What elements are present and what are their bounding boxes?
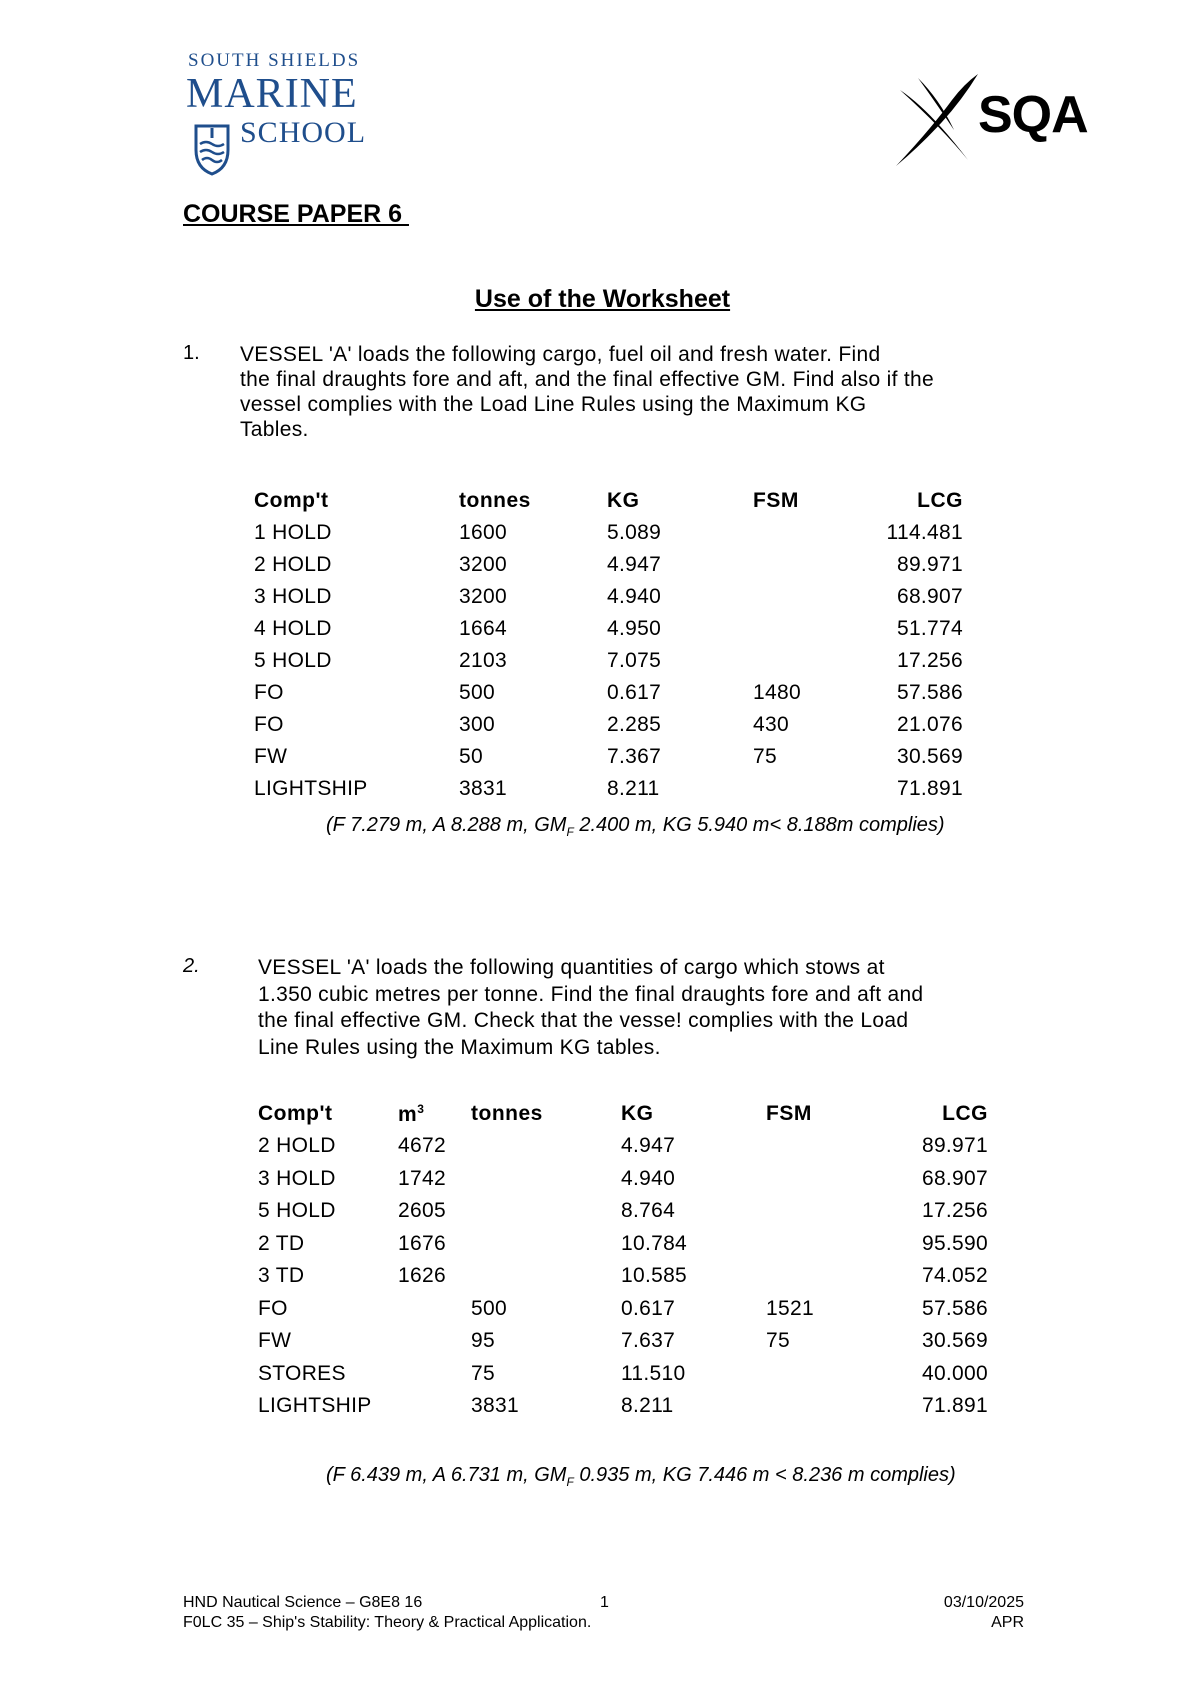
q1-cell: 1480 <box>753 681 801 704</box>
q2-cell: 8.764 <box>621 1199 676 1223</box>
q2-table-row <box>258 1130 988 1163</box>
q1-cell: 3200 <box>459 553 507 576</box>
q2-cell: 1742 <box>398 1166 446 1190</box>
q1-cell: 8.211 <box>607 777 660 800</box>
q2-cell: 30.569 <box>921 1329 988 1353</box>
q1-cell: 114.481 <box>886 521 963 544</box>
q2-cell: 3 TD <box>258 1264 305 1288</box>
q1-cell: 300 <box>459 713 495 736</box>
q2-header-m-sup: 3 <box>417 1101 425 1116</box>
q1-cell: 5.089 <box>607 521 662 544</box>
q2-cell: 40.000 <box>921 1361 988 1385</box>
q1-cell: 2 HOLD <box>254 553 332 576</box>
q2-cell: STORES <box>258 1361 346 1385</box>
q1-cell: 51.774 <box>896 617 963 640</box>
q1-cell: 7.075 <box>607 649 662 672</box>
q1-table-row <box>254 581 963 613</box>
q1-cell: 50 <box>459 745 483 768</box>
q1-line: the final draughts fore and aft, and the final effective GM. Find also if the <box>240 368 934 391</box>
q2-cell <box>471 1163 621 1196</box>
q2-table-row <box>258 1260 988 1293</box>
q1-cell: 68.907 <box>896 585 963 608</box>
q2-header-kg: KG <box>621 1102 654 1125</box>
q2-cell <box>766 1260 896 1293</box>
q2-cell <box>471 1195 621 1228</box>
q2-cell <box>766 1358 896 1391</box>
footer-unit-title: F0LC 35 – Ship's Stability: Theory & Practical Application. <box>183 1614 592 1631</box>
q1-answer <box>326 814 945 839</box>
q2-cell: 17.256 <box>921 1199 988 1223</box>
q2-cell: 7.637 <box>621 1329 676 1353</box>
q2-cell: 5 HOLD <box>258 1199 336 1223</box>
q2-cell <box>398 1390 471 1423</box>
q1-header-kg: KG <box>607 489 640 512</box>
q2-header-compt: Comp't <box>258 1102 333 1125</box>
q2-cell: 3 HOLD <box>258 1166 336 1190</box>
q2-header-fsm: FSM <box>766 1102 812 1125</box>
q1-line: Tables. <box>240 418 309 441</box>
q2-cell: 4.940 <box>621 1166 676 1190</box>
q2-line: Line Rules using the Maximum KG tables. <box>258 1035 661 1059</box>
q2-header-m3 <box>398 1098 471 1130</box>
q2-cell <box>398 1358 471 1391</box>
q1-cell <box>753 517 883 549</box>
q2-header-m: m <box>398 1102 418 1126</box>
footer-page-number: 1 <box>600 1594 609 1611</box>
footer-course-code: HND Nautical Science – G8E8 16 <box>183 1594 423 1611</box>
q1-cell: 1664 <box>459 617 507 640</box>
q1-cell: 4.940 <box>607 585 662 608</box>
q1-header-tonnes: tonnes <box>459 489 531 512</box>
q1-cell: 7.367 <box>607 745 662 768</box>
q2-cell: 95.590 <box>921 1231 988 1255</box>
q1-cell: 5 HOLD <box>254 649 332 672</box>
q1-cell: 4 HOLD <box>254 617 332 640</box>
q1-text <box>240 342 1120 442</box>
q1-cell: 0.617 <box>607 681 662 704</box>
q2-cell <box>766 1163 896 1196</box>
q2-table-row <box>258 1195 988 1228</box>
q2-answer-text2: 0.935 m, KG 7.446 m < 8.236 m complies) <box>573 1464 956 1486</box>
q1-cell: 71.891 <box>896 777 963 800</box>
saltire-icon <box>890 70 990 170</box>
q1-cell: LIGHTSHIP <box>254 777 368 800</box>
q1-cell: 75 <box>753 745 777 768</box>
q1-answer-text: (F 7.279 m, A 8.288 m, GM <box>326 814 567 836</box>
q1-cell: 2.285 <box>607 713 662 736</box>
q2-header-lcg: LCG <box>942 1102 988 1125</box>
q2-cell: 89.971 <box>921 1134 988 1158</box>
q2-cell: 0.617 <box>621 1296 676 1320</box>
q1-cell <box>753 549 883 581</box>
q2-cell: 57.586 <box>921 1296 988 1320</box>
q2-cell <box>471 1228 621 1261</box>
q2-cell <box>766 1390 896 1423</box>
q1-cell <box>753 773 883 805</box>
q2-cell: 2 TD <box>258 1231 305 1255</box>
q2-cell: LIGHTSHIP <box>258 1394 372 1418</box>
q1-cell: FO <box>254 713 284 736</box>
q2-cell <box>398 1325 471 1358</box>
q2-table <box>258 1098 988 1423</box>
q1-header-row <box>254 485 963 517</box>
q2-cell <box>766 1195 896 1228</box>
q2-cell <box>766 1130 896 1163</box>
q2-line: 1.350 cubic metres per tonne. Find the final draughts fore and aft and <box>258 982 924 1006</box>
q1-cell: 3831 <box>459 777 507 800</box>
q2-cell: 500 <box>471 1296 507 1320</box>
q2-number: 2. <box>183 955 200 977</box>
q2-cell: 4672 <box>398 1134 446 1158</box>
q1-cell <box>753 645 883 677</box>
q2-cell: 75 <box>471 1361 495 1385</box>
q1-cell: 21.076 <box>896 713 963 736</box>
q1-cell: 17.256 <box>896 649 963 672</box>
q2-cell: 8.211 <box>621 1394 674 1418</box>
q2-cell: 2605 <box>398 1199 446 1223</box>
footer-date: 03/10/2025 <box>943 1594 1024 1611</box>
q1-line: vessel complies with the Load Line Rules using the Maximum KG <box>240 393 867 416</box>
q2-cell: 1521 <box>766 1296 814 1320</box>
q1-table-row <box>254 677 963 709</box>
q2-cell: 75 <box>766 1329 790 1353</box>
q2-answer <box>326 1464 956 1489</box>
q2-cell: 74.052 <box>921 1264 988 1288</box>
q2-answer-sub: F <box>566 1475 574 1489</box>
q2-table-row <box>258 1293 988 1326</box>
q1-header-compt: Comp't <box>254 489 329 512</box>
footer-apr: APR <box>991 1614 1024 1631</box>
q2-cell <box>471 1260 621 1293</box>
q1-cell: 89.971 <box>896 553 963 576</box>
q1-answer-text2: 2.400 m, KG 5.940 m< 8.188m complies) <box>573 814 945 836</box>
logo-line2: MARINE <box>186 71 358 117</box>
logo-line3: SCHOOL <box>240 116 367 149</box>
q1-cell <box>753 581 883 613</box>
q2-table-row <box>258 1163 988 1196</box>
q2-answer-text: (F 6.439 m, A 6.731 m, GM <box>326 1464 567 1486</box>
course-title: COURSE PAPER 6 <box>183 200 409 228</box>
q2-cell <box>471 1130 621 1163</box>
q2-cell: 10.784 <box>621 1231 688 1255</box>
q2-line: VESSEL 'A' loads the following quantities of cargo which stows at <box>258 956 885 979</box>
q1-table <box>254 485 963 805</box>
q2-cell: 10.585 <box>621 1264 688 1288</box>
q2-cell: 71.891 <box>921 1394 988 1418</box>
q1-line: VESSEL 'A' loads the following cargo, fuel oil and fresh water. Find <box>240 343 881 366</box>
q1-number: 1. <box>183 342 200 364</box>
q2-cell: 11.510 <box>621 1361 686 1385</box>
q1-cell: 500 <box>459 681 495 704</box>
section-title: Use of the Worksheet <box>474 285 731 313</box>
q2-cell: 4.947 <box>621 1134 676 1158</box>
q1-header-fsm: FSM <box>753 489 799 512</box>
q1-table-row <box>254 613 963 645</box>
q1-cell: FO <box>254 681 284 704</box>
q2-cell: 68.907 <box>921 1166 988 1190</box>
q1-cell: 57.586 <box>896 681 963 704</box>
q1-table-row <box>254 741 963 773</box>
q1-cell: 4.947 <box>607 553 662 576</box>
anchor-crest-icon <box>190 120 234 176</box>
q2-cell: FW <box>258 1329 292 1353</box>
q1-cell: 4.950 <box>607 617 662 640</box>
q1-cell: 1600 <box>459 521 507 544</box>
q1-cell: 3 HOLD <box>254 585 332 608</box>
q2-cell: 3831 <box>471 1394 519 1418</box>
q1-table-row <box>254 773 963 805</box>
q2-cell: 1676 <box>398 1231 446 1255</box>
q2-header-tonnes: tonnes <box>471 1102 543 1125</box>
q1-table-row <box>254 645 963 677</box>
sqa-logo-text: SQA <box>978 86 1088 144</box>
q1-cell: 1 HOLD <box>254 521 332 544</box>
q1-cell: 430 <box>753 713 789 736</box>
q1-table-row <box>254 549 963 581</box>
q1-cell: 3200 <box>459 585 507 608</box>
q2-header-row <box>258 1098 988 1130</box>
q1-cell: FW <box>254 745 288 768</box>
q1-cell <box>753 613 883 645</box>
q1-table-row <box>254 709 963 741</box>
q1-table-row <box>254 517 963 549</box>
q2-cell <box>766 1228 896 1261</box>
q2-line: the final effective GM. Check that the vesse! complies with the Load <box>258 1009 909 1032</box>
q2-cell: 95 <box>471 1329 495 1353</box>
q2-text <box>258 955 1138 1061</box>
q2-cell: 2 HOLD <box>258 1134 336 1158</box>
q1-header-lcg: LCG <box>917 489 963 512</box>
q2-cell <box>398 1293 471 1326</box>
q2-cell: FO <box>258 1296 288 1320</box>
q2-table-row <box>258 1390 988 1423</box>
q2-table-row <box>258 1358 988 1391</box>
logo-line1: SOUTH SHIELDS <box>188 50 361 71</box>
q1-cell: 2103 <box>459 649 507 672</box>
q2-cell: 1626 <box>398 1264 446 1288</box>
q1-cell: 30.569 <box>896 745 963 768</box>
q1-answer-sub: F <box>566 825 574 839</box>
sqa-logo <box>890 70 1090 170</box>
q2-table-row <box>258 1228 988 1261</box>
q2-table-row <box>258 1325 988 1358</box>
